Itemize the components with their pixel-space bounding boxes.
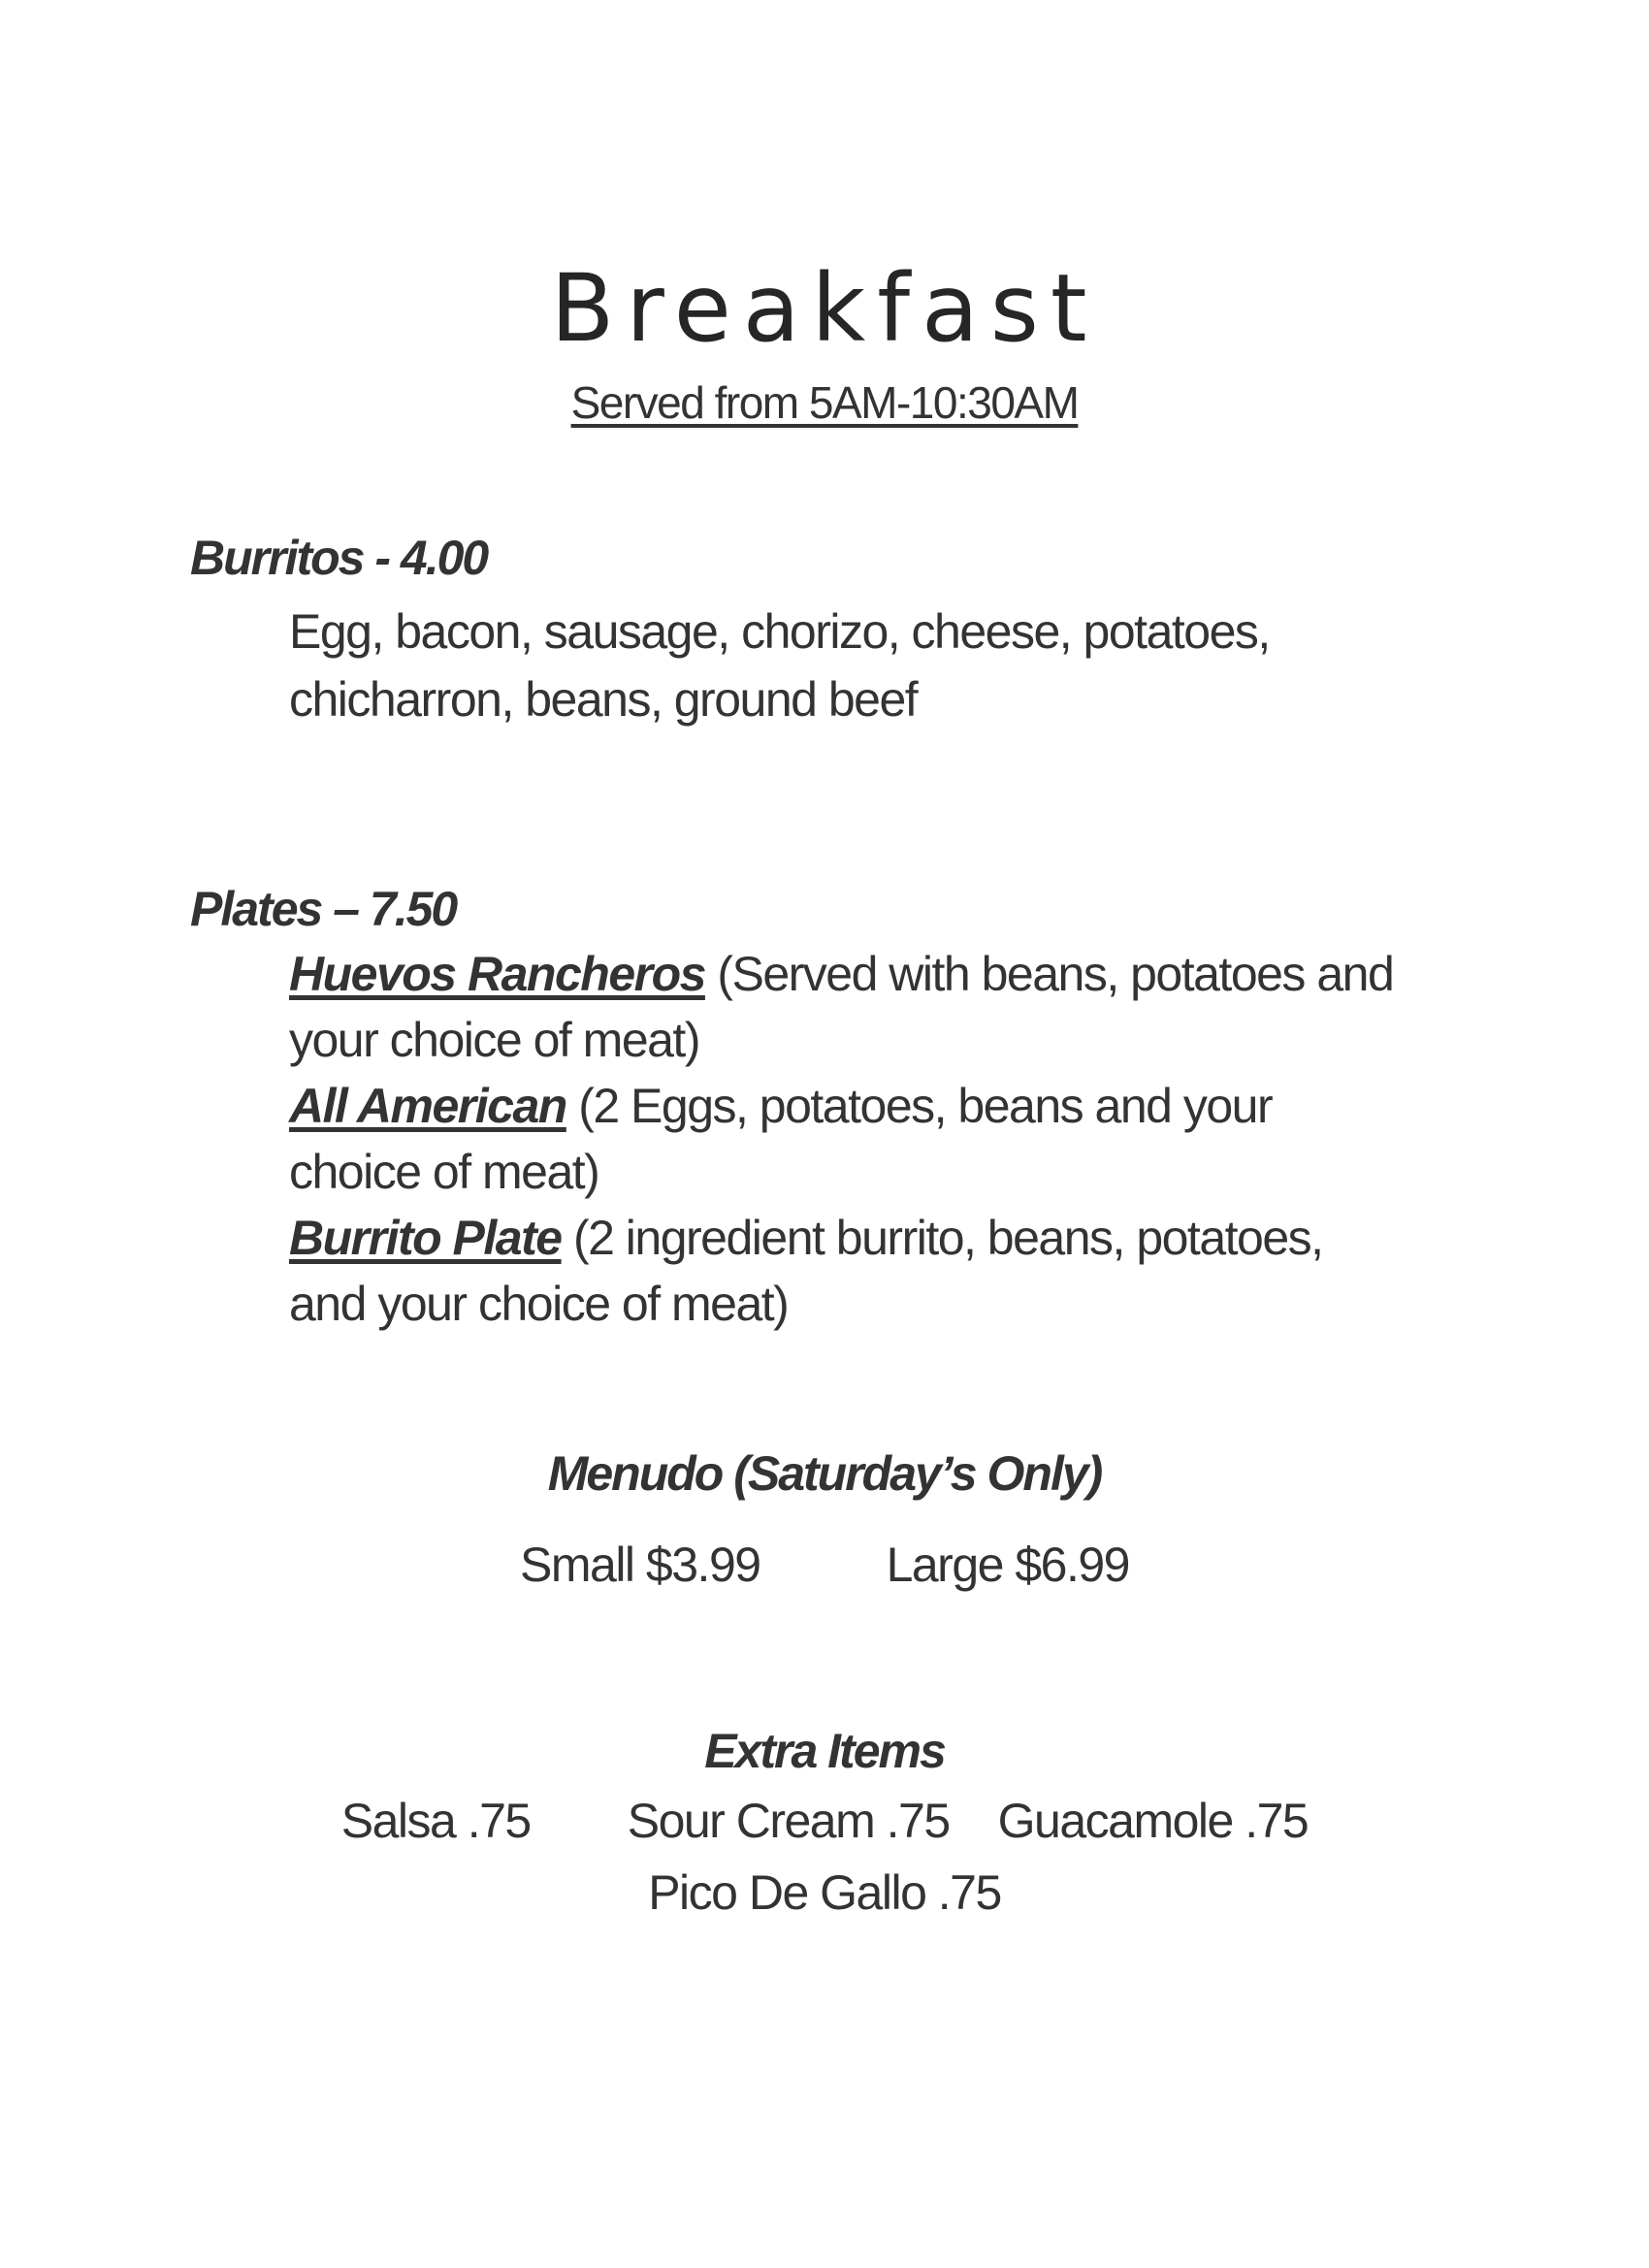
extras-heading: Extra Items [704,1724,945,1778]
serving-hours: Served from 5AM-10:30AM [570,377,1079,428]
plate-item-huevos-rancheros [289,941,1511,1073]
menudo-prices [0,1537,1649,1593]
menudo-large-price: Large $6.99 [886,1538,1129,1592]
menudo-heading: Menudo (Saturday’s Only) [547,1446,1102,1501]
plate-description: and your choice of meat) [289,1277,789,1331]
plate-name: Burrito Plate [289,1211,562,1265]
extras-row [0,1793,1649,1849]
extra-item-sour-cream: Sour Cream .75 [627,1794,950,1848]
burritos-description [289,598,1270,733]
plate-name: All American [289,1079,566,1133]
page-title: Breakfast [550,254,1099,363]
plate-item-all-american [289,1073,1511,1205]
extras-row [0,1864,1649,1921]
plate-description: choice of meat) [289,1145,599,1199]
burritos-heading: Burritos - 4.00 [190,531,488,585]
menudo-small-price: Small $3.99 [520,1538,760,1592]
burritos-line: Egg, bacon, sausage, chorizo, cheese, potatoes, [289,604,1270,659]
plate-description: (Served with beans, potatoes and [704,947,1394,1001]
plates-heading: Plates – 7.50 [190,882,457,936]
plate-name: Huevos Rancheros [289,947,705,1001]
plate-description: (2 Eggs, potatoes, beans and your [566,1079,1273,1133]
extra-item-pico-de-gallo: Pico De Gallo .75 [648,1865,1001,1920]
plate-description: your choice of meat) [289,1013,699,1067]
plate-item-burrito-plate [289,1205,1511,1337]
extra-item-salsa: Salsa .75 [340,1794,531,1848]
plate-description: (2 ingredient burrito, beans, potatoes, [561,1211,1323,1265]
extra-item-guacamole: Guacamole .75 [997,1794,1309,1848]
burritos-line: chicharron, beans, ground beef [289,672,918,727]
